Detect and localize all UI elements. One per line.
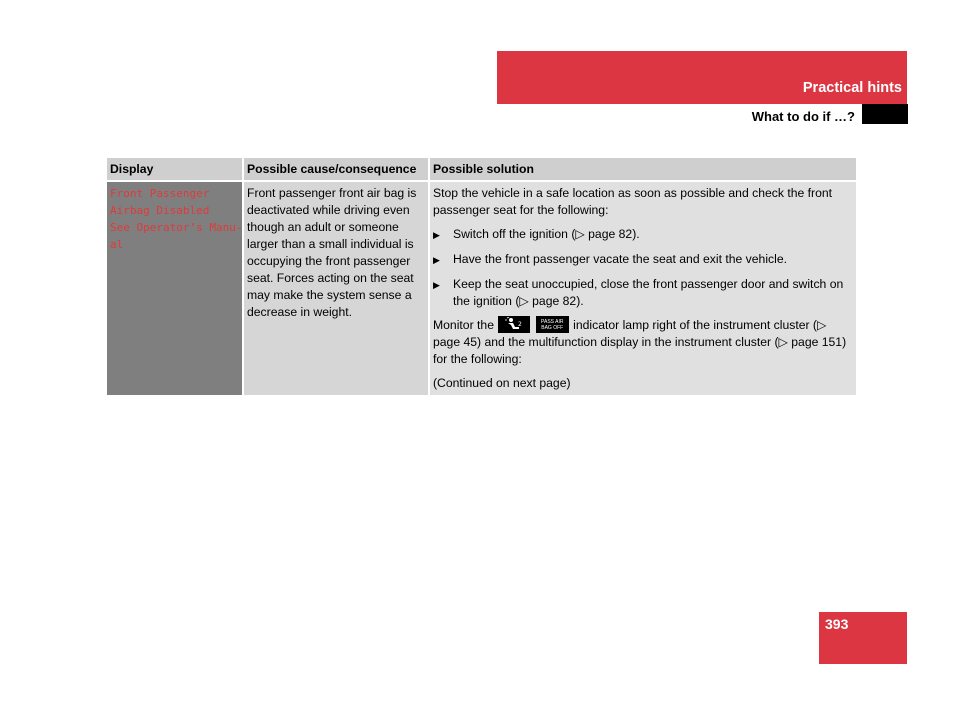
bullet-text: Switch off the ignition (▷ page 82). [453, 227, 640, 241]
table-row [107, 181, 856, 395]
monitor-text-after: indicator lamp right of the instrument cluster (▷ page 45) and the multifunction display in the instrument cluster (▷ page 151) for the following: [433, 318, 847, 367]
svg-text:2: 2 [518, 321, 523, 329]
display-message-line: Front Passenger [110, 187, 210, 200]
monitor-paragraph [433, 317, 853, 368]
column-header-display: Display [107, 158, 243, 181]
pass-airbag-off-lamp: PASS AIR BAG OFF [536, 316, 569, 333]
display-message [110, 185, 243, 253]
passenger-airbag-off-icon [498, 316, 530, 333]
column-header-cause: Possible cause/consequence [243, 158, 429, 181]
troubleshooting-table [107, 158, 856, 395]
section-title: Practical hints [802, 80, 902, 96]
solution-bullet [433, 251, 853, 269]
header-bar [497, 51, 907, 104]
solution-bullet [433, 226, 853, 244]
bullet-text: Keep the seat unoccupied, close the front passenger door and switch on the ignition (▷ page 82). [453, 277, 844, 308]
bullet-text: Have the front passenger vacate the seat and exit the vehicle. [453, 252, 788, 266]
display-cell [107, 181, 243, 395]
subsection-title: What to do if …? [751, 109, 855, 124]
page-number-box [819, 612, 907, 664]
cause-cell [243, 181, 429, 395]
cause-text: Front passenger front air bag is deactivated while driving even though an adult or someone larger than a small individual is occupying the front passenger seat. Forces acting on the seat may make the system sense a decrease in weight. [247, 186, 417, 319]
bullet-arrow-icon: ▶ [433, 230, 440, 240]
page-number: 393 [825, 616, 849, 632]
display-message-line: See Operator’s Manu- [110, 221, 243, 234]
bullet-arrow-icon: ▶ [433, 255, 440, 265]
display-message-line: al [110, 238, 124, 251]
column-header-solution: Possible solution [429, 158, 856, 181]
table-header-row [107, 158, 856, 181]
continued-note: (Continued on next page) [433, 376, 571, 391]
section-tab-marker [862, 104, 908, 124]
monitor-text-before: Monitor the [433, 318, 494, 332]
display-message-line: Airbag Disabled [110, 204, 210, 217]
solution-intro: Stop the vehicle in a safe location as soon as possible and check the front passenger seat for the following: [433, 186, 833, 217]
solution-cell [429, 181, 856, 395]
solution-bullet [433, 276, 853, 310]
bullet-arrow-icon: ▶ [433, 280, 440, 290]
